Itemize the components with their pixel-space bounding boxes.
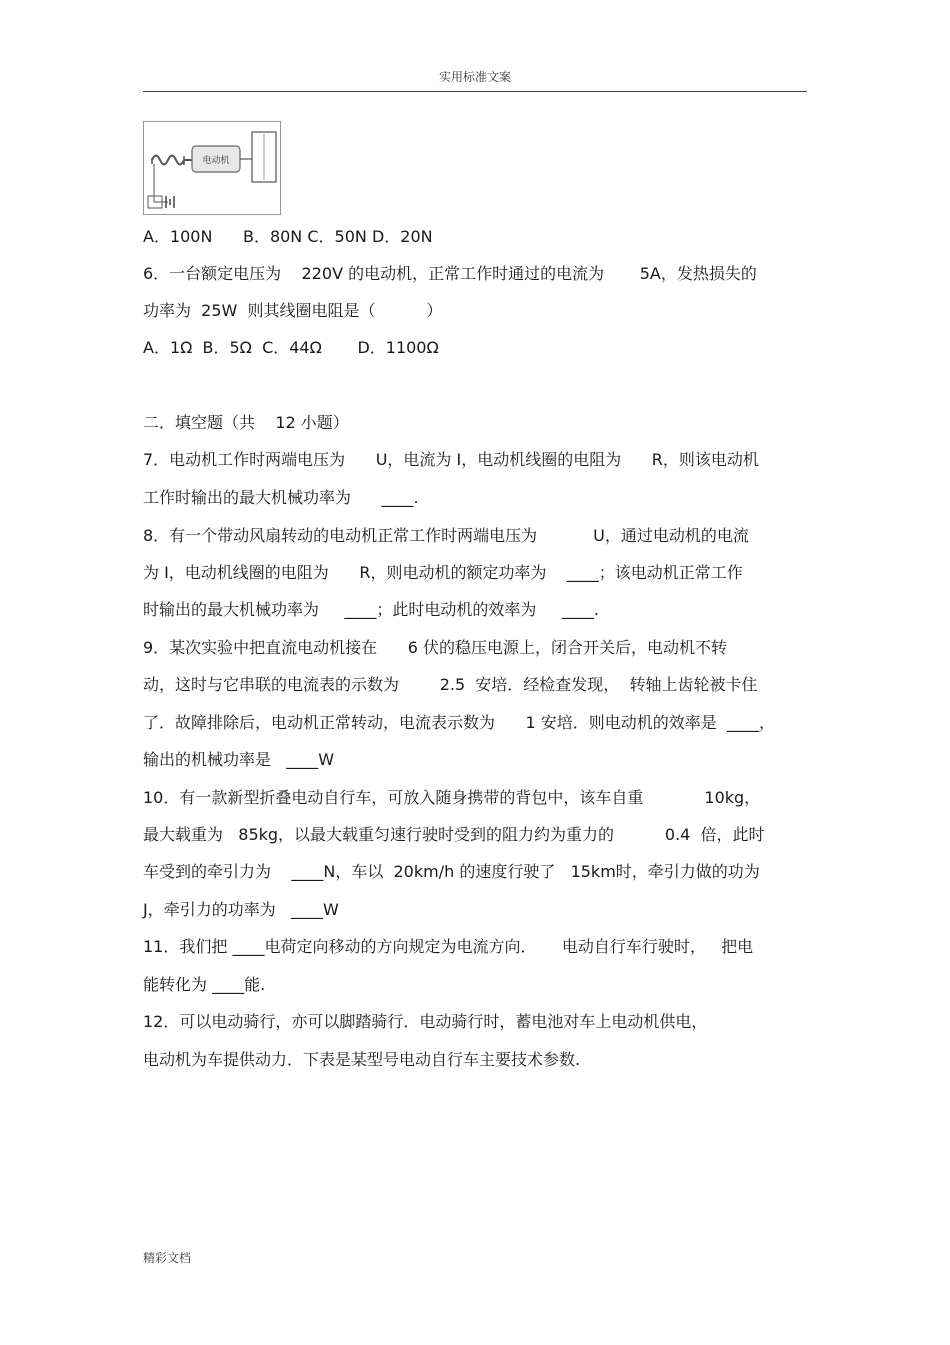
text-line: 7．电动机工作时两端电压为 U，电流为 I，电动机线圈的电阻为 R，则该电动机 — [143, 450, 759, 469]
motor-circuit-figure — [143, 121, 281, 215]
motor-circuit-diagram — [144, 122, 280, 214]
coil-spring — [152, 156, 184, 165]
text-line: 12．可以电动骑行，亦可以脚踏骑行．电动骑行时，蓄电池对车上电动机供电， — [143, 1012, 708, 1031]
text-line: 输出的机械功率是 ____W — [143, 750, 335, 769]
text-line: 8．有一个带动风扇转动的电动机正常工作时两端电压为 U，通过电动机的电流 — [143, 526, 749, 545]
text-line: 功率为 25W 则其线圈电阻是（ ） — [143, 301, 443, 320]
header-divider — [143, 91, 807, 92]
text-line: A．100N B．80N C．50N D．20N — [143, 227, 433, 246]
motor-label: 电动机 — [202, 156, 230, 166]
text-line: A．1Ω B．5Ω C．44Ω D．1100Ω — [143, 338, 439, 357]
text-line: 9．某次实验中把直流电动机接在 6 伏的稳压电源上，闭合开关后，电动机不转 — [143, 638, 727, 657]
text-line: 动，这时与它串联的电流表的示数为 2.5 安培．经检查发现， 转轴上齿轮被卡住 — [143, 675, 758, 694]
text-line: 时输出的最大机械功率为 ____；此时电动机的效率为 ____. — [143, 600, 599, 619]
text-line: 11．我们把 ____电荷定向移动的方向规定为电流方向． 电动自行车行驶时， 把电 — [143, 937, 754, 956]
text-line: 了．故障排除后，电动机正常转动，电流表示数为 1 安培．则电动机的效率是 ____， — [143, 713, 775, 732]
text-line: 能转化为 ____能. — [143, 975, 266, 994]
page-footer: 精彩文档 — [143, 1251, 192, 1265]
text-line: 10．有一款新型折叠电动自行车，可放入随身携带的背包中，该车自重 10kg， — [143, 788, 761, 807]
text-line: 车受到的牵引力为 ____N，车以 20km/h 的速度行驶了 15km时，牵引力做的功为 — [143, 862, 760, 881]
text-line: 工作时输出的最大机械功率为 ____. — [143, 488, 419, 507]
text-line: 6．一台额定电压为 220V 的电动机，正常工作时通过的电流为 5A，发热损失的 — [143, 264, 757, 283]
section-title: 二．填空题（共 12 小题） — [143, 413, 349, 432]
text-line: 为 I，电动机线圈的电阻为 R，则电动机的额定功率为 ____；该电动机正常工作 — [143, 563, 743, 582]
text-line: 电动机为车提供动力．下表是某型号电动自行车主要技术参数. — [143, 1050, 581, 1069]
page-header-title: 实用标准文案 — [438, 70, 511, 84]
text-line: 最大载重为 85kg，以最大载重匀速行驶时受到的阻力约为重力的 0.4 倍，此时 — [143, 825, 765, 844]
text-line: J，牵引力的功率为 ____W — [143, 900, 339, 919]
